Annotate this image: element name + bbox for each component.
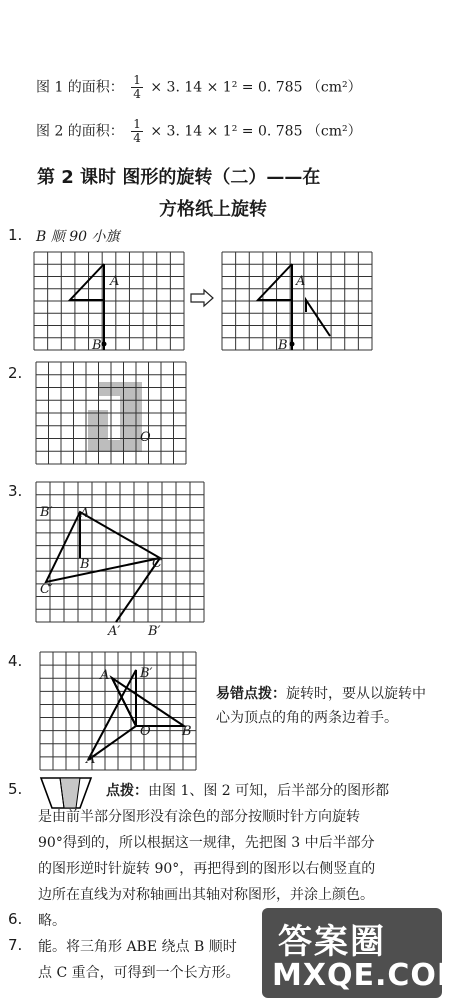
q3-label-B: B	[80, 557, 90, 572]
q1-label-B: B	[92, 338, 102, 353]
shaded-figure	[88, 382, 142, 452]
question-4-number: 4.	[8, 652, 23, 670]
arrow-icon	[190, 290, 214, 306]
q4-tip-title: 易错点拨：	[216, 686, 286, 702]
q5-tip-title: 点拨：	[106, 783, 148, 799]
q3-label-A: A	[80, 506, 90, 521]
q2-grid	[36, 362, 186, 464]
q5-tip-line-4: 边所在直线为对称轴画出其轴对称图形，并涂上颜色。	[38, 887, 374, 903]
q1-grid-right	[222, 252, 372, 350]
q5-tip-line-3: 的图形逆时针旋转 90°，再把得到的图形以右侧竖直的	[38, 861, 376, 877]
q4-label-Ap: A′	[86, 752, 99, 767]
area-1-line	[36, 74, 362, 101]
question-7-number: 7.	[8, 936, 23, 954]
watermark-url: MXQE.COM	[272, 958, 468, 993]
q3-label-Bpp: B′	[148, 624, 161, 639]
q3-grid	[36, 482, 204, 622]
q4-label-O: O	[140, 724, 151, 739]
q3-label-Ap: A′	[108, 624, 121, 639]
question-1-number: 1.	[8, 226, 23, 244]
watermark-text: 答案圈	[278, 922, 386, 962]
q4-grid	[40, 652, 196, 770]
watermark-logo	[262, 908, 468, 998]
area-1-label: 图 1 的面积：	[36, 79, 124, 96]
question-6-number: 6.	[8, 910, 23, 928]
area-2-line	[36, 118, 362, 145]
q2-label-O: O	[140, 430, 151, 445]
lesson-heading-line1: 第 2 课时 图形的旋转（二）——在	[37, 167, 321, 188]
q5-tip-first-line: 点拨：由图 1、图 2 可知，后半部分的图形都	[106, 783, 390, 799]
question-7-answer-line1: 能。将三角形 ABE 绕点 B 顺时	[38, 939, 237, 955]
lesson-heading-line2: 方格纸上旋转	[159, 199, 267, 220]
question-6-answer: 略。	[38, 913, 66, 929]
q5-trapezoid-figure	[40, 776, 92, 810]
area-2-label: 图 2 的面积：	[36, 123, 124, 140]
q3-label-Cp: C′	[40, 582, 53, 597]
fraction: $\frac{1}{4}$	[133, 73, 141, 101]
q4-tip	[216, 682, 426, 730]
q3-label-C: C	[152, 556, 162, 571]
q4-label-A: A	[100, 668, 110, 683]
question-5-number: 5.	[8, 780, 23, 798]
q4-tip-text: 旋转时，要从以旋转中心为顶点的角的两条边着手。	[216, 686, 426, 726]
q5-tip-line-2: 90°得到的，所以根据这一规律，先把图 3 中后半部分	[38, 835, 375, 851]
q1-right-label-B: B	[278, 338, 288, 353]
q4-label-Bp: B′	[140, 666, 153, 681]
q5-tip-line-1: 是由前半部分图形没有涂色的部分按顺时针方向旋转	[38, 809, 360, 825]
question-3-number: 3.	[8, 482, 23, 500]
question-2-number: 2.	[8, 364, 23, 382]
area-2-expression: × 3. 14 × 1² = 0. 785 （cm²）	[150, 123, 362, 140]
q1-grid-left	[34, 252, 184, 350]
q1-label-A: A	[110, 274, 120, 289]
question-1-answer: B 顺 90 小旗	[36, 229, 120, 245]
q1-right-label-A: A	[296, 274, 306, 289]
question-7-answer-line2: 点 C 重合，可得到一个长方形。	[38, 965, 240, 981]
q3-label-Bp: B′	[40, 505, 53, 520]
area-1-expression: × 3. 14 × 1² = 0. 785 （cm²）	[150, 79, 362, 96]
q4-label-B: B	[182, 724, 192, 739]
fraction: $\frac{1}{4}$	[133, 117, 141, 145]
